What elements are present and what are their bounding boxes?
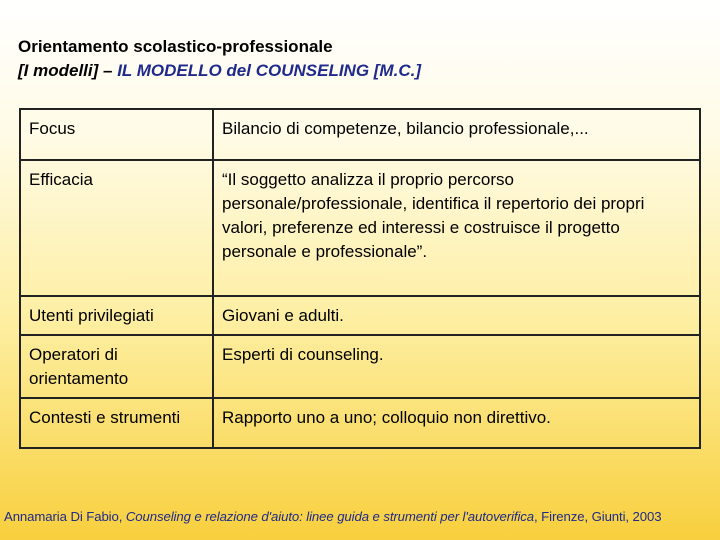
- slide-title: Orientamento scolastico-professionale: [18, 37, 333, 56]
- row-label: Operatori di orientamento: [20, 335, 213, 398]
- row-value: Bilancio di competenze, bilancio professionale,...: [213, 109, 700, 160]
- table-row: [20, 160, 700, 296]
- row-label: Efficacia: [20, 160, 213, 296]
- row-value: Giovani e adulti.: [213, 296, 700, 335]
- table-row: [20, 398, 700, 448]
- row-label: Contesti e strumenti: [20, 398, 213, 448]
- row-value: Rapporto uno a uno; colloquio non direttivo.: [213, 398, 700, 448]
- table-row: [20, 109, 700, 160]
- table-row: [20, 335, 700, 398]
- counseling-model-table: [19, 108, 701, 449]
- citation-footer: [4, 509, 720, 524]
- row-label: Focus: [20, 109, 213, 160]
- slide-subtitle: [18, 61, 421, 81]
- subtitle-accent: IL MODELLO del COUNSELING [M.C.]: [117, 61, 421, 80]
- citation-book-title: Counseling e relazione d'aiuto: linee guida e strumenti per l'autoverifica: [125, 509, 535, 524]
- row-label: Utenti privilegiati: [20, 296, 213, 335]
- row-value: “Il soggetto analizza il proprio percorso personale/professionale, identifica il repertorio dei propri valori, preferenze ed interessi e costruisce il progetto personale e professionale”.: [213, 160, 700, 296]
- row-value: Esperti di counseling.: [213, 335, 700, 398]
- citation-publisher: , Firenze, Giunti, 2003: [534, 509, 662, 524]
- subtitle-prefix: [I modelli] –: [18, 61, 118, 80]
- citation-author: Annamaria Di Fabio,: [4, 509, 126, 524]
- table-row: [20, 296, 700, 335]
